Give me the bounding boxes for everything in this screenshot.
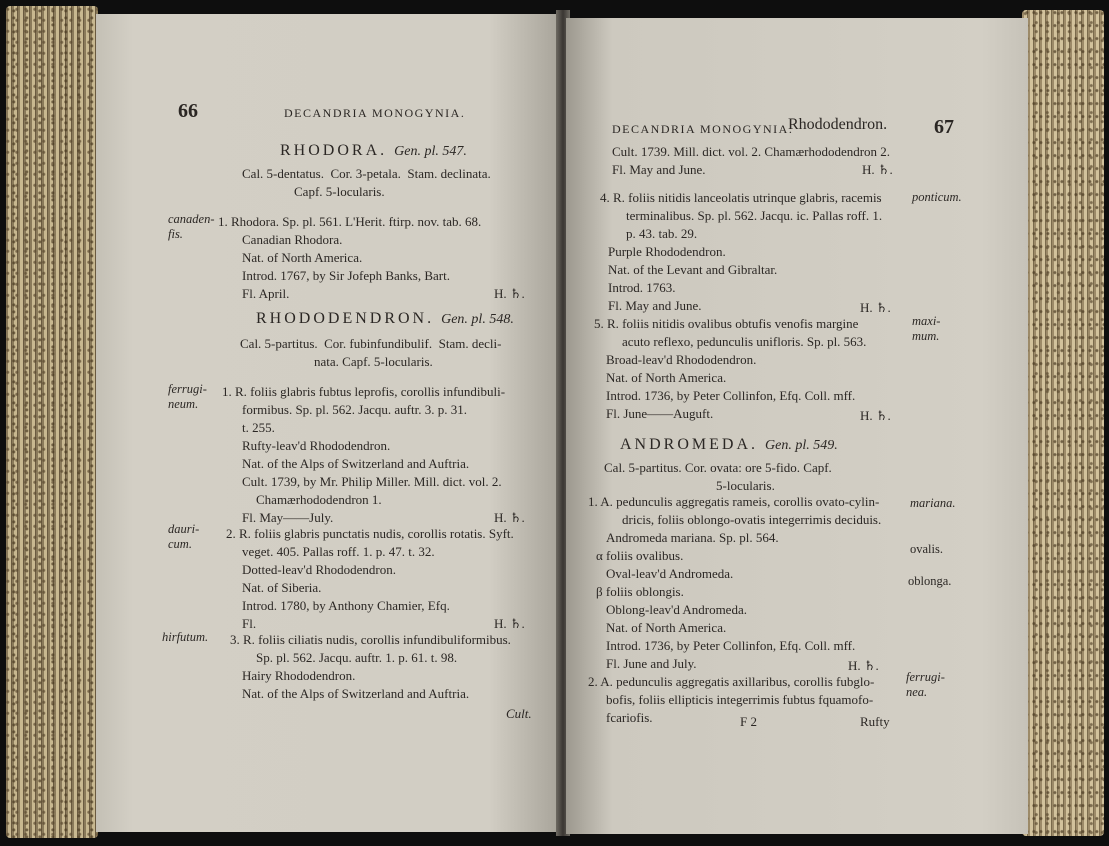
margin-species-name: maxi-mum. [912,314,941,343]
species-line: Fl. June——Auguft. [606,406,714,421]
habit-symbol: H. ♄. [862,162,893,177]
right-page [566,18,1028,834]
species-line: bofis, foliis ellipticis integerrimis fubtus fquamofo- [606,692,874,707]
running-head: DECANDRIA MONOGYNIA. [612,122,794,136]
species-line: 5. R. foliis nitidis ovalibus obtufis venofis margine [594,316,859,331]
variety-line: β foliis oblongis. [596,584,684,599]
habit-symbol: H. ♄. [860,408,891,423]
margin-species-name: ponticum. [912,190,962,204]
habit-symbol: H. ♄. [494,616,525,631]
species-line: Fl. May and June. [612,162,706,177]
species-line: Fl. May and June. [608,298,702,313]
margin-species-name: ferrugi-neum. [168,382,207,411]
species-line: Sp. pl. 562. Jacqu. auftr. 1. p. 61. t. 98. [256,650,458,665]
species-line: Hairy Rhododendron. [242,668,356,683]
genus-title-rhodora: RHODORA. Gen. pl. 547. [280,142,467,159]
generic-character: 5-locularis. [716,478,775,493]
species-line: Fl. April. [242,286,290,301]
species-line: Introd. 1780, by Anthony Chamier, Efq. [242,598,450,613]
generic-character: Cal. 5-partitus. Cor. ovata: ore 5-fido. Capf. [604,460,832,475]
species-line: veget. 405. Pallas roff. 1. p. 47. t. 32. [242,544,435,559]
page-number: 67 [934,116,954,138]
margin-variety-name: ovalis. [910,542,943,556]
genus-title-rhododendron: RHODODENDRON. Gen. pl. 548. [256,310,514,327]
species-line: Nat. of the Alps of Switzerland and Auftria. [242,686,470,701]
catchword: Rufty [860,714,890,729]
species-line: Andromeda mariana. Sp. pl. 564. [606,530,779,545]
habit-symbol: H. ♄. [494,286,525,301]
margin-species-name: ferrugi-nea. [906,670,945,699]
generic-character-capsule: Capf. 5-locularis. [294,184,385,199]
habit-symbol: H. ♄. [494,510,525,525]
generic-character: Cal. 5-dentatus. Cor. 3-petala. Stam. declinata. [242,166,491,181]
page-block-left-edge [6,6,98,838]
species-line: Dotted-leav'd Rhododendron. [242,562,396,577]
species-line: Fl. [242,616,257,631]
habit-symbol: H. ♄. [860,300,891,315]
catchword: Cult. [506,706,532,721]
habit-symbol: H. ♄. [848,658,879,673]
species-line: Nat. of the Levant and Gibraltar. [608,262,778,277]
species-line: t. 255. [242,420,275,435]
species-line: fcariofis. [606,710,653,725]
species-line: Broad-leav'd Rhododendron. [606,352,757,367]
species-line: Introd. 1763. [608,280,676,295]
species-line: 4. R. foliis nitidis lanceolatis utrinque glabris, racemis [600,190,882,205]
species-line: Oblong-leav'd Andromeda. [606,602,747,617]
species-line: Chamærhododendron 1. [256,492,382,507]
margin-species-name: canaden-fis. [168,212,215,241]
species-line: Introd. 1767, by Sir Jofeph Banks, Bart. [242,268,450,283]
species-line: acuto reflexo, pedunculis unifloris. Sp. pl. 563. [622,334,867,349]
species-line: Purple Rhododendron. [608,244,726,259]
species-line: p. 43. tab. 29. [626,226,698,241]
species-line: Introd. 1736, by Peter Collinfon, Efq. Coll. mff. [606,638,856,653]
margin-variety-name: oblonga. [908,574,952,588]
species-line: Oval-leav'd Andromeda. [606,566,734,581]
species-line: 2. R. foliis glabris punctatis nudis, corollis rotatis. Syft. [226,526,514,541]
species-line: Rufty-leav'd Rhododendron. [242,438,391,453]
species-line: formibus. Sp. pl. 562. Jacqu. auftr. 3. p. 31. [242,402,467,417]
species-line: Nat. of the Alps of Switzerland and Auftria. [242,456,470,471]
left-page [96,14,558,832]
species-line: dricis, foliis oblongo-ovatis integerrimis deciduis. [622,512,882,527]
species-line: Fl. May——July. [242,510,334,525]
margin-species-name: dauri-cum. [168,522,200,551]
species-line: Nat. of North America. [606,370,727,385]
species-line: terminalibus. Sp. pl. 562. Jacqu. ic. Pallas roff. 1. [626,208,883,223]
species-line: 3. R. foliis ciliatis nudis, corollis infundibuliformibus. [230,632,511,647]
species-line: 1. Rhodora. Sp. pl. 561. L'Herit. ftirp. nov. tab. 68. [218,214,482,229]
species-line: Nat. of Siberia. [242,580,322,595]
species-line: Nat. of North America. [242,250,363,265]
page-number: 66 [178,100,198,122]
generic-character: nata. Capf. 5-locularis. [314,354,433,369]
species-line: 2. A. pedunculis aggregatis axillaribus, corollis fubglo- [588,674,875,689]
margin-species-name: hirfutum. [162,630,209,644]
running-genus: Rhododendron. [788,116,888,133]
running-head: DECANDRIA MONOGYNIA. [284,106,466,120]
species-line: 1. A. pedunculis aggregatis rameis, corollis ovato-cylin- [588,494,880,509]
page-block-right-edge [1022,10,1104,836]
species-line: Cult. 1739. Mill. dict. vol. 2. Chamærhododendron 2. [612,144,891,159]
species-line: 1. R. foliis glabris fubtus leprofis, corollis infundibuli- [222,384,506,399]
species-line: Fl. June and July. [606,656,697,671]
signature-mark: F 2 [740,714,757,729]
species-line: Nat. of North America. [606,620,727,635]
species-line: Introd. 1736, by Peter Collinfon, Efq. Coll. mff. [606,388,856,403]
variety-line: α foliis ovalibus. [596,548,684,563]
species-line: Canadian Rhodora. [242,232,343,247]
margin-species-name: mariana. [910,496,956,510]
genus-title-andromeda: ANDROMEDA. Gen. pl. 549. [620,436,838,453]
generic-character: Cal. 5-partitus. Cor. fubinfundibulif. Stam. decli- [240,336,502,351]
species-line: Cult. 1739, by Mr. Philip Miller. Mill. dict. vol. 2. [242,474,502,489]
